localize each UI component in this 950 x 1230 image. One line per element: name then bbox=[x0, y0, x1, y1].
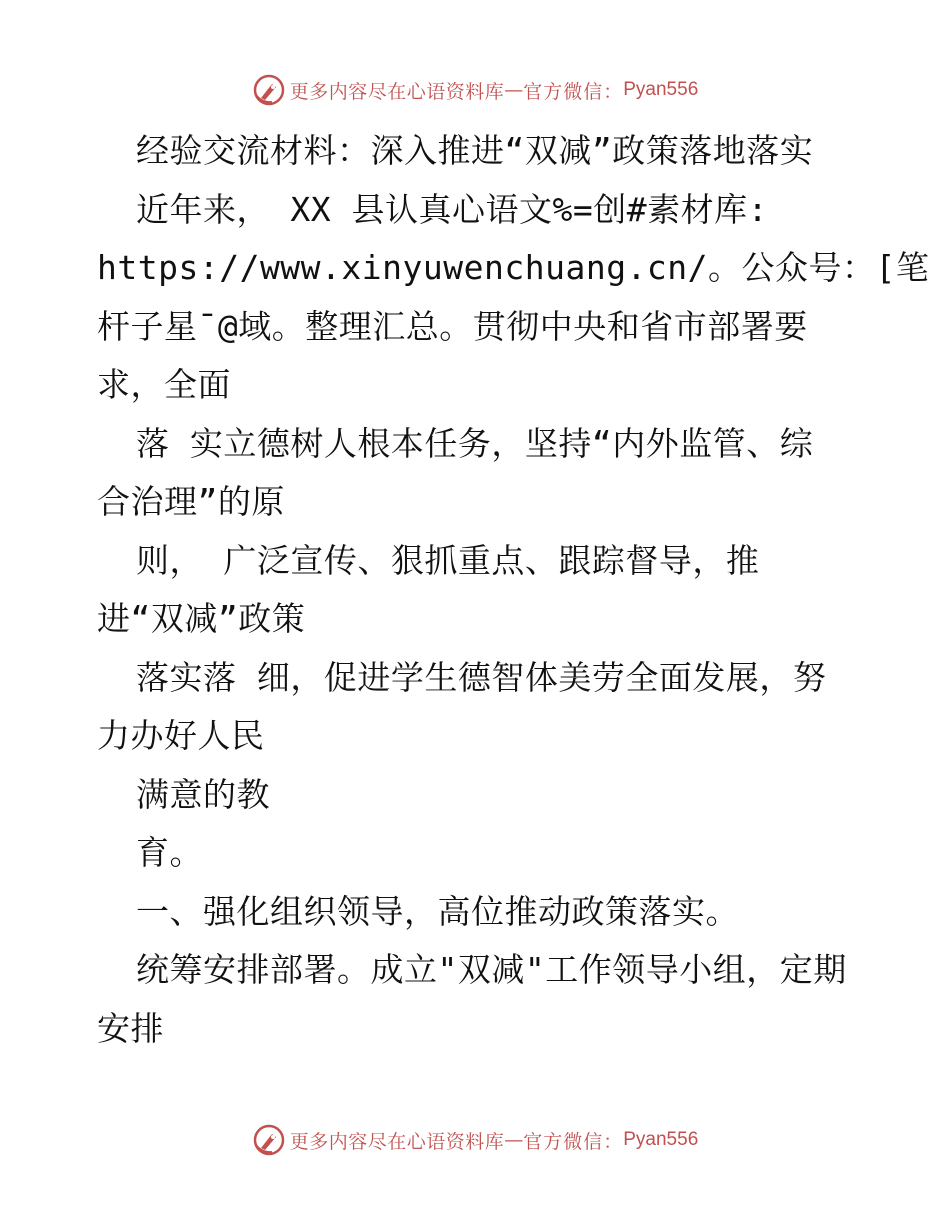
banner-label: 官方微信： bbox=[523, 1130, 624, 1153]
paragraph-line: 落 实立德树人根本任务，坚持“内外监管、综 bbox=[136, 423, 814, 463]
paragraph-line: 求，全面 bbox=[97, 365, 231, 404]
paragraph-line: 近年来， XX 县认真心语文%=创#素材库: bbox=[136, 189, 768, 229]
paragraph-line: 育。 bbox=[136, 833, 203, 872]
paragraph-line: 满意的教 bbox=[136, 774, 270, 814]
paragraph-line: 进“双减”政策 bbox=[97, 599, 306, 638]
section-heading: 一、强化组织领导，高位推动政策落实。 bbox=[136, 891, 739, 931]
document-title: 经验交流材料：深入推进“双减”政策落地落实 bbox=[136, 131, 814, 170]
document-body bbox=[97, 122, 930, 1058]
pen-nib-circle-icon bbox=[252, 73, 286, 107]
banner-text: 更多内容尽在心语资料库 bbox=[289, 1130, 505, 1153]
footer-watermark-banner bbox=[0, 1120, 950, 1160]
banner-wechat-id: Pyan556 bbox=[623, 79, 699, 100]
paragraph-line: 落实落 细，促进学生德智体美劳全面发展，努 bbox=[136, 657, 827, 697]
paragraph-line: 杆子星¯@域。整理汇总。贯彻中央和省市部署要 bbox=[97, 306, 808, 346]
paragraph-line: 统筹安排部署。成立"双减"工作领导小组，定期 bbox=[136, 950, 847, 989]
banner-dash: — bbox=[504, 1129, 524, 1151]
paragraph-line: 安排 bbox=[97, 1008, 164, 1048]
banner-label: 官方微信： bbox=[523, 80, 624, 103]
pen-nib-circle-icon bbox=[252, 1123, 286, 1157]
banner-wechat-id: Pyan556 bbox=[623, 1129, 699, 1150]
paragraph-line: 力办好人民 bbox=[97, 716, 265, 755]
header-watermark-banner bbox=[0, 70, 950, 110]
banner-text: 更多内容尽在心语资料库 bbox=[289, 80, 505, 103]
banner-dash: — bbox=[504, 79, 524, 101]
paragraph-line: 合治理”的原 bbox=[97, 482, 285, 521]
paragraph-line: 则， 广泛宣传、狠抓重点、跟踪督导，推 bbox=[136, 540, 760, 580]
paragraph-line: https://www.xinyuwenchuang.cn/。公众号：[笔 bbox=[97, 248, 930, 287]
